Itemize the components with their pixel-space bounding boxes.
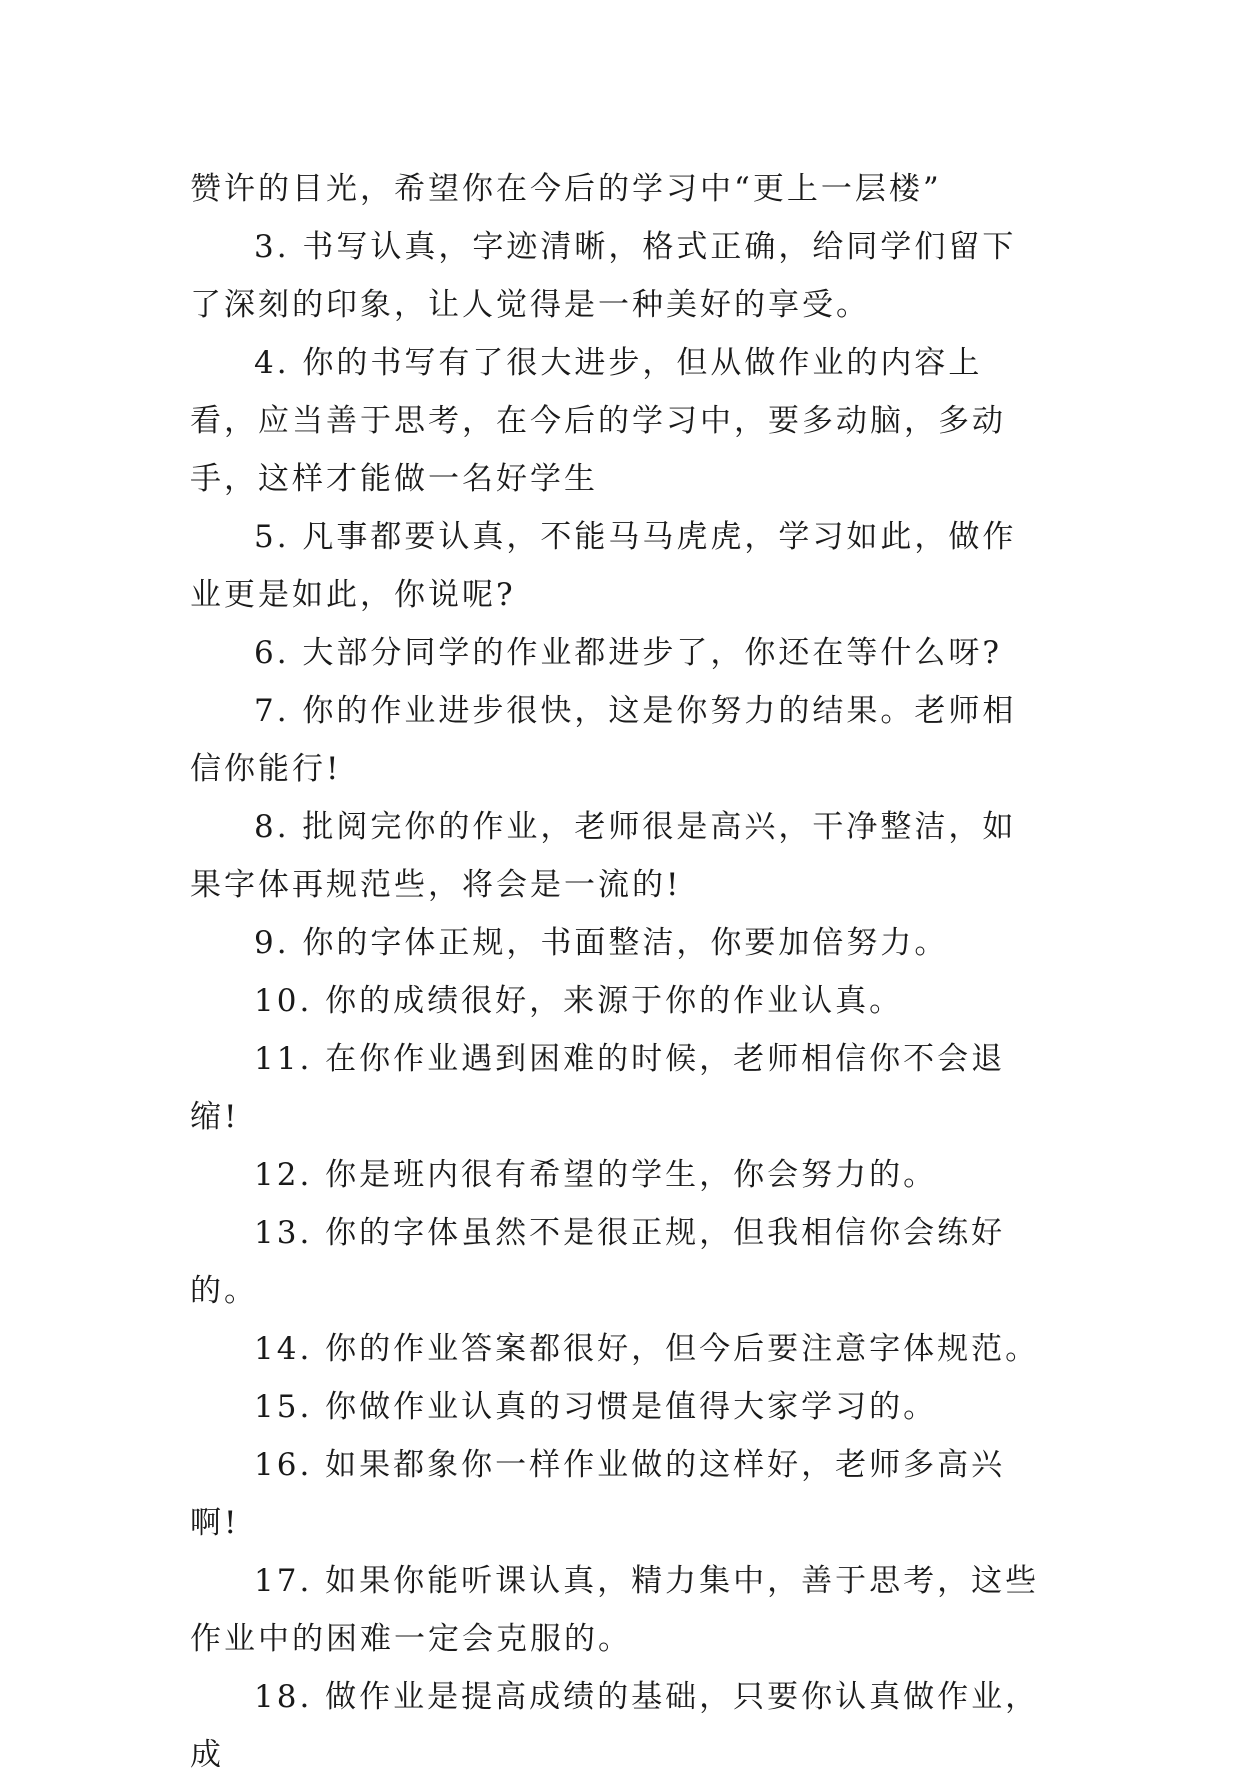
paragraph-continuation: 赞许的目光，希望你在今后的学习中“更上一层楼” [190, 171, 942, 207]
document-body [190, 160, 1050, 1784]
paragraph-item-14: 14. 你的作业答案都很好，但今后要注意字体规范。 [254, 1331, 1040, 1367]
paragraph-item-5: 5. 凡事都要认真，不能马马虎虎，学习如此，做作业更是如此，你说呢? [190, 519, 1017, 613]
paragraph-item-7: 7. 你的作业进步很快，这是你努力的结果。老师相信你能行! [190, 693, 1017, 787]
paragraph-item-15: 15. 你做作业认真的习惯是值得大家学习的。 [254, 1389, 938, 1425]
paragraph-item-6: 6. 大部分同学的作业都进步了，你还在等什么呀? [254, 635, 1003, 671]
paragraph-item-8: 8. 批阅完你的作业，老师很是高兴，干净整洁，如果字体再规范些，将会是一流的! [190, 809, 1017, 903]
paragraph-item-18: 18. 做作业是提高成绩的基础，只要你认真做作业，成 [190, 1679, 1040, 1773]
paragraph-item-11: 11. 在你作业遇到困难的时候，老师相信你不会退缩! [190, 1041, 1006, 1135]
paragraph-item-12: 12. 你是班内很有希望的学生，你会努力的。 [254, 1157, 938, 1193]
paragraph-item-4: 4. 你的书写有了很大进步，但从做作业的内容上看，应当善于思考，在今后的学习中，要多动脑，多动手，这样才能做一名好学生 [190, 345, 1006, 497]
paragraph-item-16: 16. 如果都象你一样作业做的这样好，老师多高兴啊! [190, 1447, 1006, 1541]
paragraph-item-9: 9. 你的字体正规，书面整洁，你要加倍努力。 [254, 925, 949, 961]
paragraph-item-13: 13. 你的字体虽然不是很正规，但我相信你会练好的。 [190, 1215, 1006, 1309]
paragraph-item-10: 10. 你的成绩很好，来源于你的作业认真。 [254, 983, 904, 1019]
paragraph-item-17: 17. 如果你能听课认真，精力集中，善于思考，这些作业中的困难一定会克服的。 [190, 1563, 1040, 1657]
paragraph-item-3: 3. 书写认真，字迹清晰，格式正确，给同学们留下了深刻的印象，让人觉得是一种美好的享受。 [190, 229, 1017, 323]
